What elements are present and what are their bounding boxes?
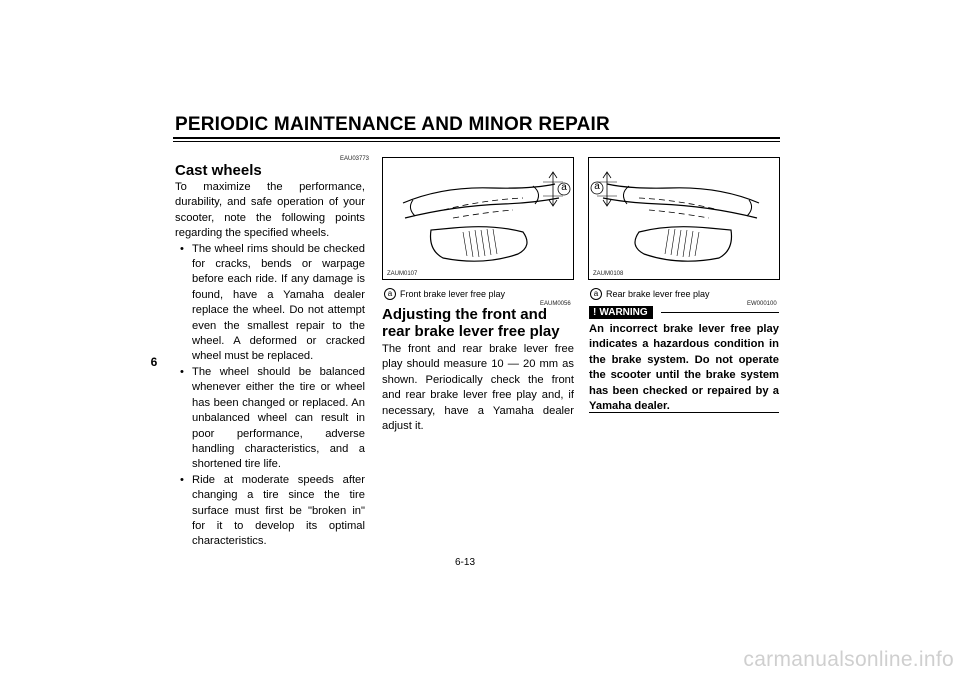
section-code: EAU03773	[340, 156, 370, 162]
figure-code: ZAUM0108	[593, 271, 624, 277]
cast-wheels-intro: To maximize the performance, durability, and safe operation of your scooter, note the following points regarding the specified wheels.	[175, 181, 365, 240]
section-code: EAUM0056	[540, 301, 571, 307]
section-heading-cast-wheels: Cast wheels	[175, 162, 262, 179]
warning-triangle-icon: !	[593, 307, 597, 318]
bullet-icon: •	[180, 242, 184, 255]
handlebar-grip-illustration	[589, 158, 779, 279]
front-brake-lever-figure	[382, 157, 574, 280]
warning-bottom-rule	[589, 412, 779, 413]
list-item: • Ride at moderate speeds after changing a tire since the tire surface must first be "broken in" for it to develop its optimal characteristics.	[180, 473, 365, 548]
section-code: EW000100	[747, 301, 777, 307]
rear-brake-figure-caption: a Rear brake lever free play	[590, 288, 710, 300]
figure-label-a: a	[561, 182, 567, 193]
callout-a-icon: a	[590, 288, 602, 300]
list-item: • The wheel should be balanced whenever either the tire or wheel has been changed or replaced. An unbalanced wheel can result in poor performance, adverse handling characteristics, and a shortened tire life.	[180, 365, 365, 471]
section-heading-brake-lever-free-play: Adjusting the front and rear brake lever free play	[382, 306, 560, 340]
front-brake-figure-caption: a Front brake lever free play	[384, 288, 505, 300]
bullet-icon: •	[180, 365, 184, 378]
warning-badge: ! WARNING	[589, 306, 653, 319]
warning-text: An incorrect brake lever free play indicates a hazardous condition in the brake system. Do not operate the scooter until the brake system has been checked or repaired by a Yamaha dealer.	[589, 323, 779, 413]
rear-brake-lever-figure	[588, 157, 780, 280]
page-header-title: PERIODIC MAINTENANCE AND MINOR REPAIR	[175, 114, 610, 135]
header-rule-thick	[173, 137, 780, 139]
bullet-icon: •	[180, 473, 184, 486]
warning-rule	[661, 312, 779, 313]
handlebar-grip-illustration	[383, 158, 573, 279]
page-number: 6-13	[455, 557, 476, 568]
watermark: carmanualsonline.info	[743, 648, 954, 671]
warning-header	[589, 306, 779, 319]
callout-a-icon: a	[384, 288, 396, 300]
brake-lever-free-play-body: The front and rear brake lever free play should measure 10 — 20 mm as shown. Periodically check the front and rear brake lever free play and, if necessary, have a Yamaha dealer adjust it.	[382, 343, 574, 433]
cast-wheels-bullet-list	[175, 242, 365, 550]
chapter-tab: 6	[150, 355, 158, 369]
cast-wheels-section	[175, 180, 365, 550]
figure-code: ZAUM0107	[387, 271, 418, 277]
header-rule-thin	[173, 141, 780, 142]
figure-label-a: a	[594, 181, 600, 192]
list-item: • The wheel rims should be checked for cracks, bends or warpage before each ride. If any damage is found, have a Yamaha dealer replace the wheel. Do not attempt even the smallest repair to the wheel. A deformed or cracked wheel must be replaced.	[180, 242, 365, 363]
